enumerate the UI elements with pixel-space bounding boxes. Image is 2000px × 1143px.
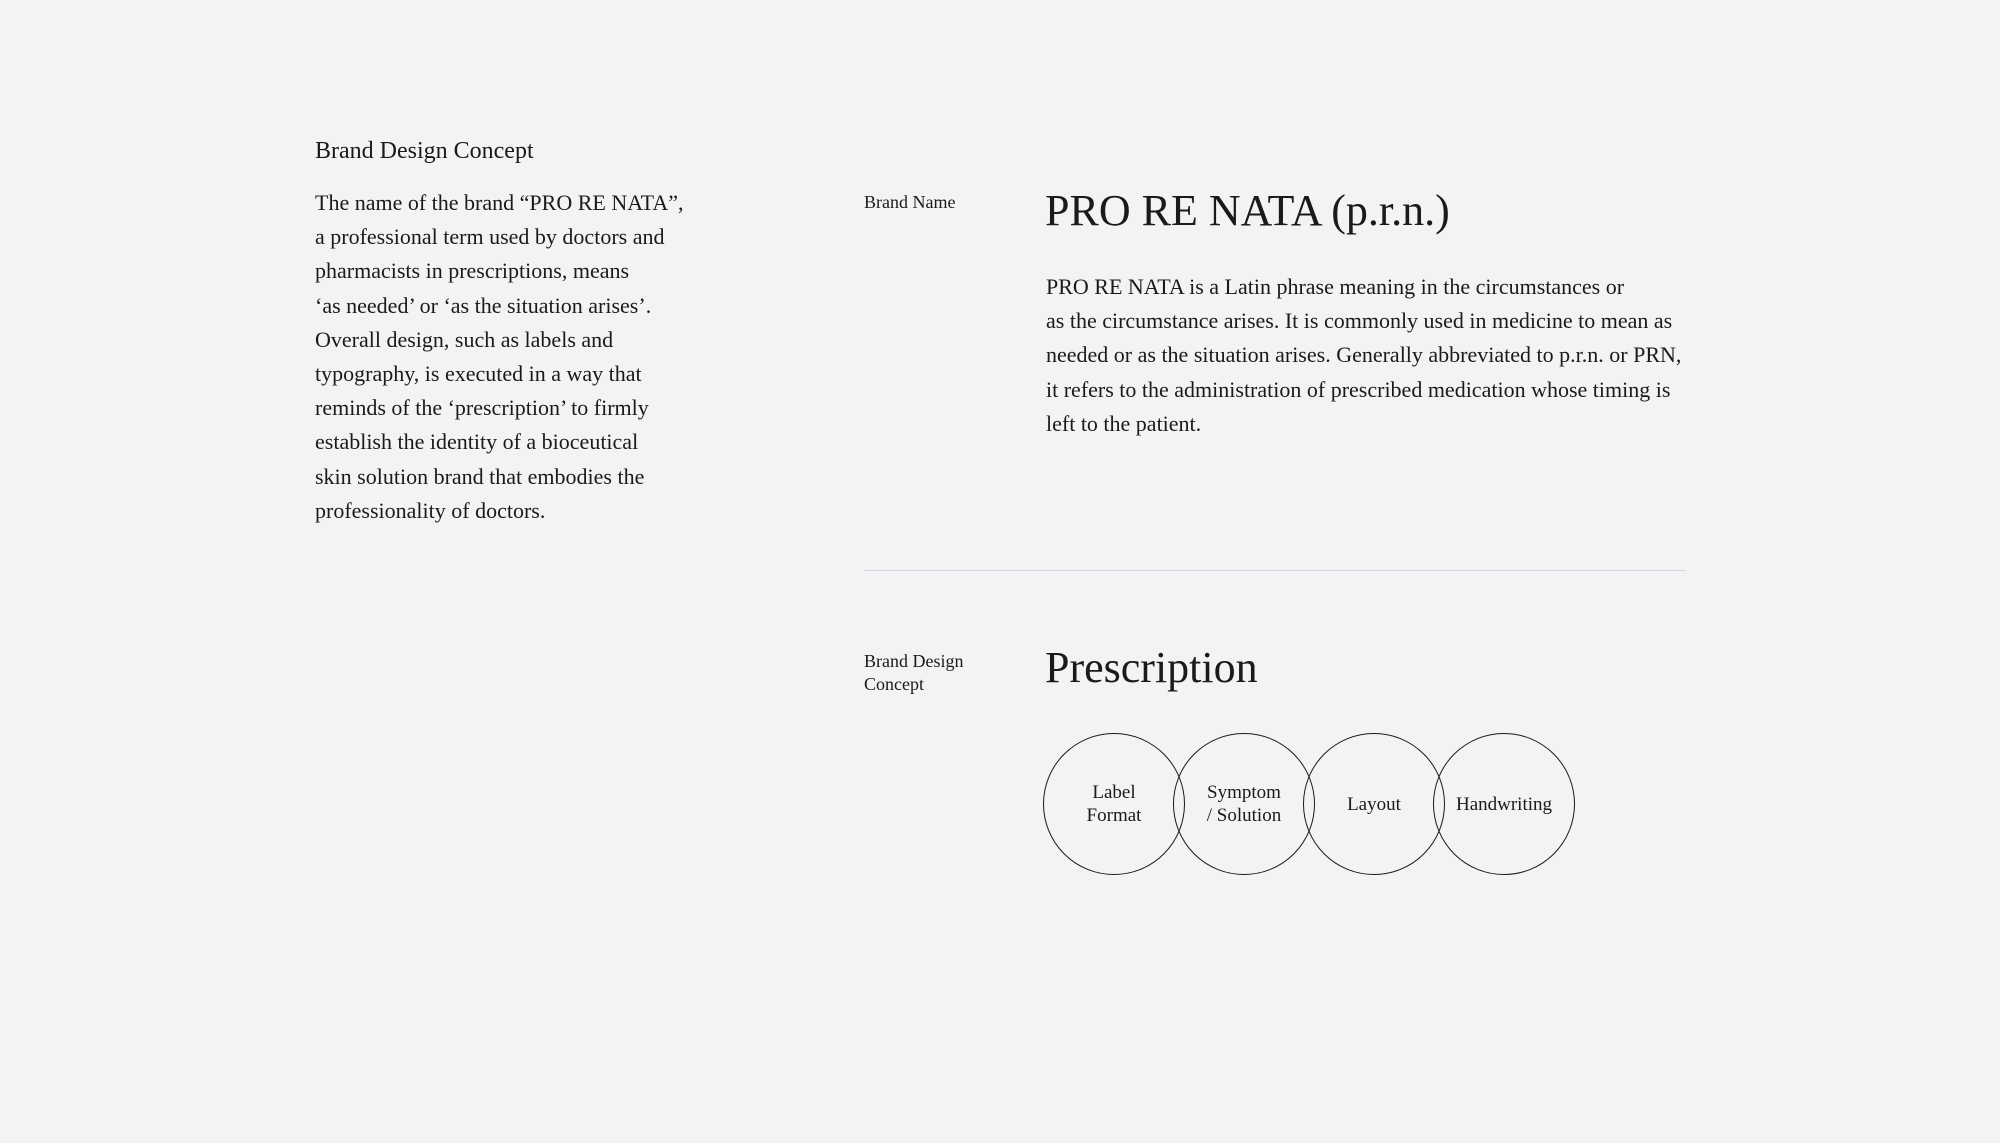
label-line: Brand Name xyxy=(864,192,956,212)
description-line: PRO RE NATA is a Latin phrase meaning in the circumstances or xyxy=(1046,274,1625,299)
circle-text: Label Format xyxy=(1086,782,1142,826)
paragraph-line: pharmacists in prescriptions, means xyxy=(315,258,630,284)
paragraph-line: typography, is executed in a way that xyxy=(315,361,642,387)
brand-name-title: PRO RE NATA (p.r.n.) xyxy=(1045,186,1450,235)
paragraph-line: skin solution brand that embodies the xyxy=(315,463,645,489)
brand-concept-paragraph xyxy=(315,186,735,528)
paragraph-line: professionality of doctors. xyxy=(315,497,546,523)
circle-text: Symptom / Solution xyxy=(1206,782,1282,826)
paragraph-line: a professional term used by doctors and xyxy=(315,224,665,250)
brand-name-description xyxy=(1046,270,1686,441)
paragraph-line: Overall design, such as labels and xyxy=(315,326,614,352)
section-divider xyxy=(864,570,1686,571)
concept-circles xyxy=(1043,733,1578,876)
concept-circle-label-format xyxy=(1043,733,1185,875)
description-line: as the circumstance arises. It is commonly used in medicine to mean as xyxy=(1046,308,1673,334)
label-line: Concept xyxy=(864,674,924,694)
prescription-title: Prescription xyxy=(1045,643,1258,692)
design-concept-label xyxy=(864,650,963,696)
concept-circle-layout xyxy=(1303,733,1445,875)
description-line: left to the patient. xyxy=(1046,410,1202,436)
label-line: Brand Design xyxy=(864,651,964,671)
description-line: needed or as the situation arises. Generally abbreviated to p.r.n. or PRN, xyxy=(1046,342,1682,368)
left-heading: Brand Design Concept xyxy=(315,138,534,164)
circle-text: Layout xyxy=(1347,793,1401,815)
concept-circle-symptom-solution xyxy=(1173,733,1315,875)
paragraph-line: The name of the brand “PRO RE NATA”, xyxy=(315,190,684,215)
paragraph-line: ‘as needed’ or ‘as the situation arises’. xyxy=(315,292,652,318)
circle-text: Handwriting xyxy=(1455,793,1553,815)
brand-name-label xyxy=(864,191,955,214)
description-line: it refers to the administration of prescribed medication whose timing is xyxy=(1046,376,1671,402)
paragraph-line: reminds of the ‘prescription’ to firmly xyxy=(315,395,649,421)
concept-circle-handwriting xyxy=(1433,733,1575,875)
paragraph-line: establish the identity of a bioceutical xyxy=(315,429,639,455)
